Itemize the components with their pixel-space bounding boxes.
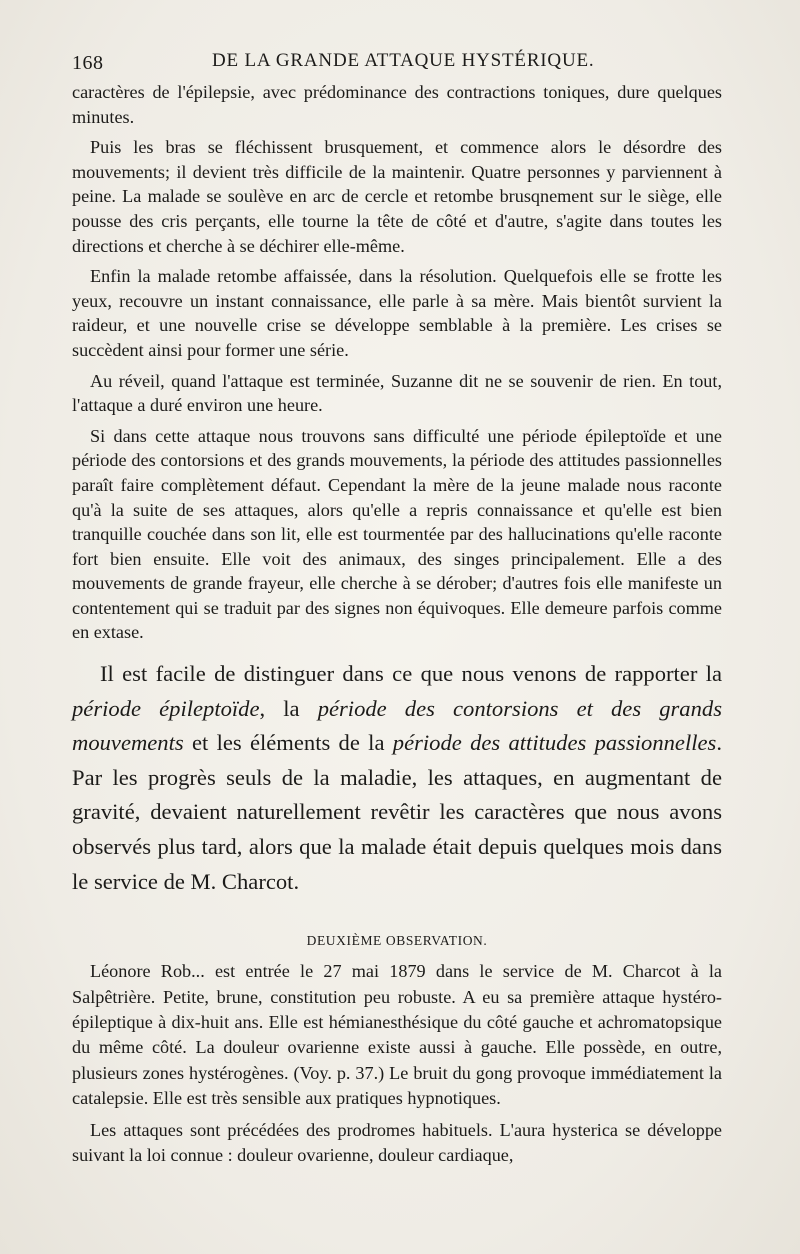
paragraph-prodromes: Les attaques sont précédées des prodromes habituels. L'aura hysterica se développe suivant la loi connue : douleur ovarienne, douleur cardiaque,	[72, 1119, 722, 1166]
page-header	[72, 48, 720, 78]
paragraph-leonore: Léonore Rob... est entrée le 27 mai 1879 dans le service de M. Charcot à la Salpêtrière. Petite, brune, constitution peu robuste. A eu sa première attaque hystéro-épileptique à dix-huit ans. Elle est hémianesthésique du côté gauche et achromatopsique du même côté. La douleur ovarienne existe aussi à gauche. Elle possède, en outre, plusieurs zones hystérogènes. (Voy. p. 37.) Le bruit du gong provoque immédiatement la catalepsie. Elle est très sensible aux pratiques hypnotiques.	[72, 961, 722, 1109]
running-title: DE LA GRANDE ATTAQUE HYSTÉRIQUE.	[212, 50, 595, 71]
page-body	[72, 80, 722, 1174]
commentary-italic-1: période épileptoïde	[72, 695, 260, 721]
commentary-italic-3: période des attitudes passionnelles	[392, 730, 717, 756]
paragraph-awakening: Au réveil, quand l'attaque est terminée, Suzanne dit ne se souvenir de rien. En tout, l'attaque a duré environ une heure.	[72, 370, 722, 416]
observation-narrative	[72, 959, 722, 1168]
observation-heading: DEUXIÈME OBSERVATION.	[306, 933, 488, 949]
page-number: 168	[72, 52, 104, 74]
paragraph-periods: Si dans cette attaque nous trouvons sans difficulté une période épileptoïde et une période des contorsions et des grands mouvements, la période des attitudes passionnelles paraît faire complètement défaut. Cependant la mère de la jeune malade nous raconte qu'à la suite de ses attaques, alors qu'elle a repris connaissance et qu'elle est bien tranquille couchée dans son lit, elle est tourmentée par des hallucinations qu'elle raconte fort bien ensuite. Elle voit des animaux, des singes principalement. Elle a des mouvements de grande frayeur, elle cherche à se dérober; d'autres fois elle manifeste un contentement qui se traduit par des signes non équivoques. Elle demeure parfois comme en extase.	[72, 425, 722, 643]
case-narrative	[72, 80, 722, 645]
commentary-italic-2: période des contorsions et des grands mouvements	[72, 695, 722, 756]
paragraph-commentary	[72, 657, 722, 899]
commentary-text-3: et les éléments de la	[183, 730, 393, 756]
commentary-text-4: . Par les progrès seuls de la maladie, les attaques, en augmentant de gravité, devaient naturellement revêtir les caractères que nous avons observés plus tard, alors que la malade était depuis quelques mois dans le service de M. Charcot.	[72, 730, 722, 894]
commentary-text-1: Il est facile de distinguer dans ce que nous venons de rapporter la	[100, 661, 722, 687]
paragraph-resolution: Enfin la malade retombe affaissée, dans la résolution. Quelquefois elle se frotte les yeux, recouvre un instant connaissance, elle parle à sa mère. Mais bientôt survient la raideur, et une nouvelle crise se développe semblable à la première. Les crises se succèdent ainsi pour former une série.	[72, 266, 722, 360]
commentary-text-2: , la	[259, 695, 318, 721]
paragraph-arms-flex: Puis les bras se fléchissent brusquement, et commence alors le désordre des mouvements; il devient très difficile de la maintenir. Quatre personnes y parviennent à peine. La malade se soulève en arc de cercle et retombe brusqnement sur le siège, elle pousse des cris perçants, elle tourne la tête de côté et d'autre, s'agite dans toutes les directions et cherche à se déchirer elle-même.	[72, 137, 722, 256]
commentary-block	[72, 657, 722, 899]
paragraph-continuation: caractères de l'épilepsie, avec prédominance des contractions toniques, dure quelques minutes.	[72, 82, 722, 127]
